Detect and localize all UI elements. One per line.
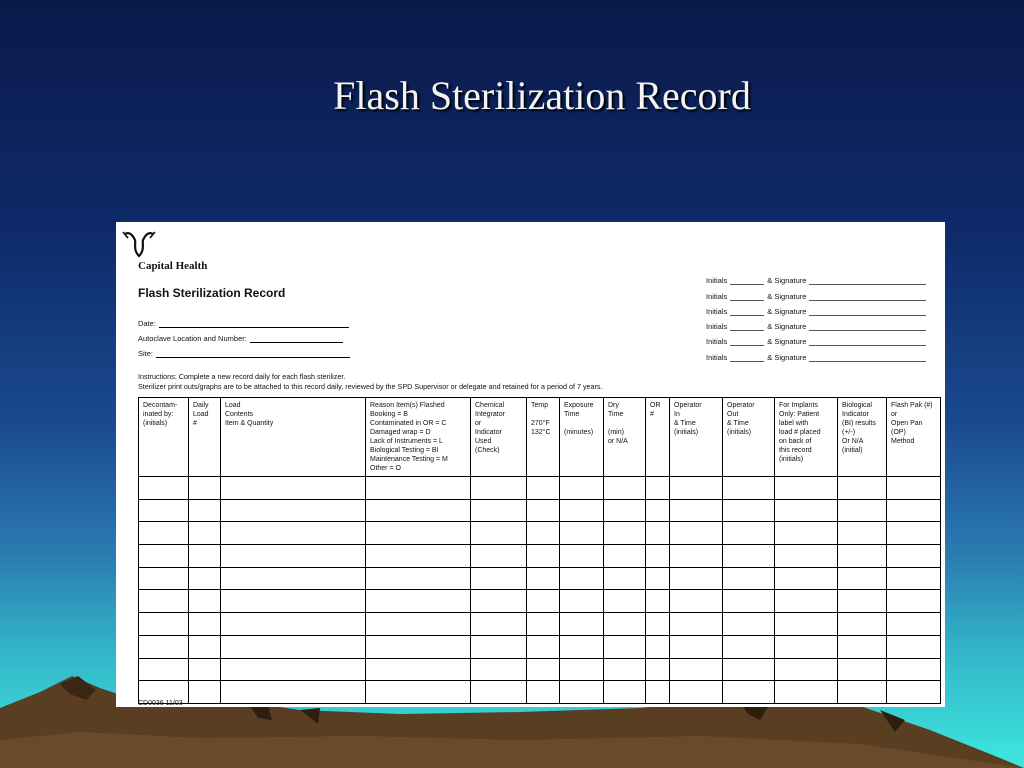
table-cell[interactable]	[838, 522, 887, 545]
table-cell[interactable]	[646, 590, 670, 613]
table-cell[interactable]	[838, 658, 887, 681]
table-cell[interactable]	[221, 499, 366, 522]
table-cell[interactable]	[670, 658, 723, 681]
initials-line[interactable]	[730, 337, 764, 346]
table-cell[interactable]	[723, 613, 775, 636]
table-cell[interactable]	[139, 545, 189, 568]
table-cell[interactable]	[560, 477, 604, 500]
table-cell[interactable]	[139, 522, 189, 545]
column-header: OR #	[646, 398, 670, 477]
table-cell[interactable]	[723, 681, 775, 704]
table-cell[interactable]	[604, 477, 646, 500]
table-cell[interactable]	[887, 477, 941, 500]
table-cell[interactable]	[604, 499, 646, 522]
table-cell[interactable]	[887, 658, 941, 681]
site-line	[156, 349, 350, 358]
table-cell[interactable]	[560, 499, 604, 522]
initials-label: Initials	[706, 306, 728, 316]
table-cell[interactable]	[221, 613, 366, 636]
table-row	[139, 477, 941, 500]
table-cell[interactable]	[646, 477, 670, 500]
table-cell[interactable]	[775, 590, 838, 613]
table-cell[interactable]	[189, 499, 221, 522]
table-row	[139, 681, 941, 704]
table-cell[interactable]	[887, 522, 941, 545]
initials-line[interactable]	[730, 276, 764, 285]
table-cell[interactable]	[366, 499, 471, 522]
initials-line[interactable]	[730, 292, 764, 301]
table-cell[interactable]	[838, 567, 887, 590]
table-cell[interactable]	[366, 658, 471, 681]
column-header: Reason Item(s) Flashed Booking = B Contaminated in OR = C Damaged wrap = D Lack of Instruments = L Biological Testing = BI Maintenance Testing = M Other = O	[366, 398, 471, 477]
table-cell[interactable]	[604, 635, 646, 658]
table-cell[interactable]	[670, 590, 723, 613]
table-cell[interactable]	[366, 477, 471, 500]
org-name: Capital Health	[138, 260, 208, 272]
table-cell[interactable]	[139, 613, 189, 636]
initials-label: Initials	[706, 322, 728, 332]
table-cell[interactable]	[670, 567, 723, 590]
table-cell[interactable]	[670, 681, 723, 704]
signature-label: & Signature	[767, 322, 807, 332]
table-cell[interactable]	[221, 545, 366, 568]
signature-line[interactable]	[809, 292, 926, 301]
table-cell[interactable]	[471, 635, 527, 658]
column-header: Dry Time (min) or N/A	[604, 398, 646, 477]
table-cell[interactable]	[646, 635, 670, 658]
initials-label: Initials	[706, 352, 728, 362]
slide-title: Flash Sterilization Record	[333, 73, 751, 118]
table-cell[interactable]	[366, 590, 471, 613]
table-cell[interactable]	[670, 499, 723, 522]
table-cell[interactable]	[366, 681, 471, 704]
table-cell[interactable]	[221, 635, 366, 658]
table-cell[interactable]	[604, 522, 646, 545]
table-cell[interactable]	[139, 567, 189, 590]
table-row	[139, 590, 941, 613]
initials-line[interactable]	[730, 322, 764, 331]
table-cell[interactable]	[560, 567, 604, 590]
table-cell[interactable]	[189, 658, 221, 681]
table-cell[interactable]	[527, 499, 560, 522]
table-cell[interactable]	[775, 545, 838, 568]
table-cell[interactable]	[560, 635, 604, 658]
table-cell[interactable]	[646, 613, 670, 636]
table-cell[interactable]	[723, 635, 775, 658]
initials-label: Initials	[706, 291, 728, 301]
table-cell[interactable]	[471, 477, 527, 500]
table-cell[interactable]	[189, 681, 221, 704]
table-cell[interactable]	[366, 635, 471, 658]
table-cell[interactable]	[887, 681, 941, 704]
initials-line[interactable]	[730, 353, 764, 362]
table-cell[interactable]	[887, 545, 941, 568]
initials-label: Initials	[706, 276, 728, 286]
table-body	[139, 477, 941, 704]
instructions	[138, 372, 603, 392]
signature-row[interactable]	[706, 301, 926, 316]
column-header: Load Contents Item & Quantity	[221, 398, 366, 477]
table-cell[interactable]	[604, 545, 646, 568]
column-header: Operator Out & Time (initials)	[723, 398, 775, 477]
table-cell[interactable]	[527, 681, 560, 704]
table-cell[interactable]	[139, 477, 189, 500]
table-cell[interactable]	[775, 613, 838, 636]
table-cell[interactable]	[604, 613, 646, 636]
table-cell[interactable]	[471, 545, 527, 568]
table-cell[interactable]	[604, 681, 646, 704]
column-header: Temp 270°F 132°C	[527, 398, 560, 477]
table-cell[interactable]	[221, 522, 366, 545]
signature-label: & Signature	[767, 276, 807, 286]
table-cell[interactable]	[560, 613, 604, 636]
signature-row[interactable]	[706, 346, 926, 361]
table-cell[interactable]	[139, 499, 189, 522]
table-cell[interactable]	[189, 635, 221, 658]
table-cell[interactable]	[670, 613, 723, 636]
column-header: For Implants Only: Patient label with load # placed on back of this record (initials)	[775, 398, 838, 477]
signature-row[interactable]	[706, 270, 926, 285]
table-row	[139, 635, 941, 658]
table-cell[interactable]	[366, 613, 471, 636]
table-cell[interactable]	[139, 590, 189, 613]
table-cell[interactable]	[471, 522, 527, 545]
table-cell[interactable]	[471, 681, 527, 704]
table-cell[interactable]	[604, 590, 646, 613]
table-cell[interactable]	[560, 681, 604, 704]
column-header: Chemical Integrator or Indicator Used (Check)	[471, 398, 527, 477]
table-cell[interactable]	[838, 635, 887, 658]
autoclave-label: Autoclave Location and Number:	[138, 334, 247, 343]
capital-health-logo-icon	[122, 228, 156, 258]
table-cell[interactable]	[221, 658, 366, 681]
table-cell[interactable]	[775, 635, 838, 658]
table-cell[interactable]	[670, 545, 723, 568]
instruction-line-2: Sterilizer print outs/graphs are to be attached to this record daily, reviewed by the SPD Supervisor or delegate and retained for a period of 7 years.	[138, 382, 603, 391]
autoclave-line	[250, 334, 343, 343]
table-cell[interactable]	[887, 499, 941, 522]
table-cell[interactable]	[775, 681, 838, 704]
table-cell[interactable]	[366, 522, 471, 545]
table-cell[interactable]	[527, 522, 560, 545]
table-cell[interactable]	[646, 658, 670, 681]
signature-label: & Signature	[767, 352, 807, 362]
table-cell[interactable]	[723, 545, 775, 568]
table-row	[139, 499, 941, 522]
table-row	[139, 658, 941, 681]
table-cell[interactable]	[221, 590, 366, 613]
table-cell[interactable]	[189, 567, 221, 590]
table-cell[interactable]	[775, 658, 838, 681]
table-cell[interactable]	[221, 681, 366, 704]
table-cell[interactable]	[723, 567, 775, 590]
table-cell[interactable]	[189, 477, 221, 500]
form-title: Flash Sterilization Record	[138, 286, 286, 300]
signature-line[interactable]	[809, 337, 926, 346]
signature-line[interactable]	[809, 322, 926, 331]
table-cell[interactable]	[775, 522, 838, 545]
table-cell[interactable]	[723, 477, 775, 500]
table-cell[interactable]	[560, 590, 604, 613]
initials-line[interactable]	[730, 307, 764, 316]
table-row	[139, 613, 941, 636]
table-cell[interactable]	[646, 499, 670, 522]
table-cell[interactable]	[670, 477, 723, 500]
table-cell[interactable]	[189, 522, 221, 545]
column-header: Exposure Time (minutes)	[560, 398, 604, 477]
table-cell[interactable]	[471, 499, 527, 522]
table-cell[interactable]	[560, 522, 604, 545]
table-cell[interactable]	[471, 613, 527, 636]
table-cell[interactable]	[775, 567, 838, 590]
table-cell[interactable]	[471, 590, 527, 613]
table-cell[interactable]	[189, 590, 221, 613]
table-cell[interactable]	[527, 658, 560, 681]
site-field[interactable]	[138, 349, 350, 358]
table-cell[interactable]	[887, 567, 941, 590]
table-cell[interactable]	[646, 522, 670, 545]
table-cell[interactable]	[560, 658, 604, 681]
table-cell[interactable]	[366, 545, 471, 568]
table-cell[interactable]	[139, 658, 189, 681]
signature-row[interactable]	[706, 316, 926, 331]
date-label: Date:	[138, 319, 156, 328]
table-cell[interactable]	[139, 635, 189, 658]
signature-label: & Signature	[767, 291, 807, 301]
form-code: CD0036 11/03	[138, 700, 183, 707]
date-line	[159, 319, 349, 328]
table-cell[interactable]	[604, 658, 646, 681]
site-label: Site:	[138, 349, 154, 358]
column-header: Decontam- inated by: (initials)	[139, 398, 189, 477]
autoclave-field[interactable]	[138, 334, 343, 343]
table-cell[interactable]	[646, 545, 670, 568]
table-cell[interactable]	[723, 499, 775, 522]
table-cell[interactable]	[471, 658, 527, 681]
signature-row[interactable]	[706, 331, 926, 346]
table-cell[interactable]	[527, 635, 560, 658]
signature-line[interactable]	[809, 353, 926, 362]
table-cell[interactable]	[670, 522, 723, 545]
table-cell[interactable]	[527, 613, 560, 636]
table-cell[interactable]	[775, 499, 838, 522]
signature-line[interactable]	[809, 307, 926, 316]
signature-label: & Signature	[767, 337, 807, 347]
date-field[interactable]	[138, 319, 349, 328]
table-cell[interactable]	[838, 477, 887, 500]
table-cell[interactable]	[604, 567, 646, 590]
column-header: Operator In & Time (initials)	[670, 398, 723, 477]
table-cell[interactable]	[887, 635, 941, 658]
instruction-line-1: Instructions: Complete a new record daily for each flash sterilizer.	[138, 372, 346, 381]
table-cell[interactable]	[670, 635, 723, 658]
table-cell[interactable]	[838, 545, 887, 568]
signature-row[interactable]	[706, 285, 926, 300]
table-cell[interactable]	[838, 590, 887, 613]
table-header-row	[139, 398, 941, 477]
table-cell[interactable]	[646, 567, 670, 590]
table-cell[interactable]	[723, 590, 775, 613]
table-cell[interactable]	[838, 613, 887, 636]
table-cell[interactable]	[838, 499, 887, 522]
signature-label: & Signature	[767, 306, 807, 316]
table-row	[139, 545, 941, 568]
table-cell[interactable]	[527, 590, 560, 613]
column-header: Biological Indicator (BI) results (+/-) Or N/A (initial)	[838, 398, 887, 477]
table-cell[interactable]	[527, 567, 560, 590]
table-cell[interactable]	[221, 567, 366, 590]
table-cell[interactable]	[723, 522, 775, 545]
table-row	[139, 567, 941, 590]
table-cell[interactable]	[527, 477, 560, 500]
table-row	[139, 522, 941, 545]
flash-sterilization-form	[116, 222, 945, 707]
column-header: Daily Load #	[189, 398, 221, 477]
table-cell[interactable]	[221, 477, 366, 500]
initials-label: Initials	[706, 337, 728, 347]
table-cell[interactable]	[560, 545, 604, 568]
column-header: Flash Pak (#) or Open Pan (OP) Method	[887, 398, 941, 477]
table-cell[interactable]	[189, 545, 221, 568]
sterilization-log-table	[138, 397, 941, 704]
table-cell[interactable]	[887, 590, 941, 613]
signature-block	[706, 270, 926, 362]
table-cell[interactable]	[366, 567, 471, 590]
table-cell[interactable]	[887, 613, 941, 636]
table-cell[interactable]	[527, 545, 560, 568]
table-cell[interactable]	[646, 681, 670, 704]
table-cell[interactable]	[775, 477, 838, 500]
table-cell[interactable]	[471, 567, 527, 590]
table-cell[interactable]	[838, 681, 887, 704]
table-cell[interactable]	[189, 613, 221, 636]
table-cell[interactable]	[723, 658, 775, 681]
signature-line[interactable]	[809, 276, 926, 285]
